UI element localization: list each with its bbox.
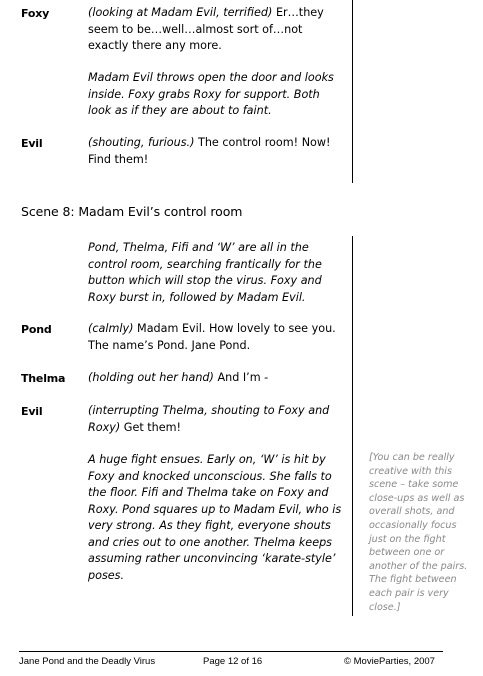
speaker-evil: Evil — [21, 137, 43, 150]
footer-copyright: © MovieParties, 2007 — [344, 656, 435, 667]
stage-direction: (calmly) — [88, 322, 134, 335]
speaker-foxy: Foxy — [21, 7, 50, 20]
stage-direction-fight: A huge fight ensues. Early on, ‘W’ is hit by Foxy and knocked unconscious. She falls to the floor. Fifi and Thelma take on Foxy and Roxy. Pond squares up to Madam Evil, who is very strong. As they fight, everyone shouts and cries out to one another. Thelma keeps assuming rather unconvincing ‘karate-style’ poses. — [88, 453, 342, 582]
stage-direction-door: Madam Evil throws open the door and looks inside. Foxy grabs Roxy for support. Both look as if they are about to faint. — [88, 71, 334, 117]
director-note: [You can be really creative with this scene – take some close-ups as well as overall shots, and occasionally focus just on the fight between one or another of the pairs. The fight between each pair is very close.] — [369, 452, 468, 613]
dialogue: Er…they seem to be…well…almost sort of…not exactly there any more. — [88, 6, 324, 52]
pond-line — [88, 321, 343, 354]
evil-line-2 — [88, 403, 343, 436]
thelma-line — [88, 370, 343, 387]
footer-rule — [19, 651, 443, 652]
stage-direction: (holding out her hand) — [88, 371, 214, 384]
speaker-pond: Pond — [21, 323, 52, 336]
dialogue: Madam Evil. How lovely to see you. The name’s Pond. Jane Pond. — [88, 322, 336, 352]
dialogue: Get them! — [120, 420, 182, 434]
speaker-evil-2: Evil — [21, 405, 43, 418]
margin-rule-bottom — [352, 236, 353, 616]
evil-line — [88, 135, 343, 168]
scene-heading: Scene 8: Madam Evil’s control room — [21, 204, 243, 219]
stage-direction-control-room: Pond, Thelma, Fifi and ‘W’ are all in the control room, searching frantically for the button which will stop the virus. Foxy and Roxy burst in, followed by Madam Evil. — [88, 241, 322, 304]
stage-direction: (shouting, furious.) — [88, 136, 195, 149]
margin-rule-top — [352, 0, 353, 183]
speaker-thelma: Thelma — [21, 372, 66, 385]
stage-direction: (looking at Madam Evil, terrified) — [88, 6, 273, 19]
footer-title: Jane Pond and the Deadly Virus — [19, 656, 156, 667]
dialogue: The control room! Now! Find them! — [88, 136, 331, 166]
dialogue: And I’m - — [213, 371, 269, 384]
foxy-line — [88, 5, 343, 55]
stage-direction: (interrupting Thelma, shouting to Foxy and Roxy) — [88, 404, 330, 434]
footer-page-number: Page 12 of 16 — [203, 656, 263, 667]
